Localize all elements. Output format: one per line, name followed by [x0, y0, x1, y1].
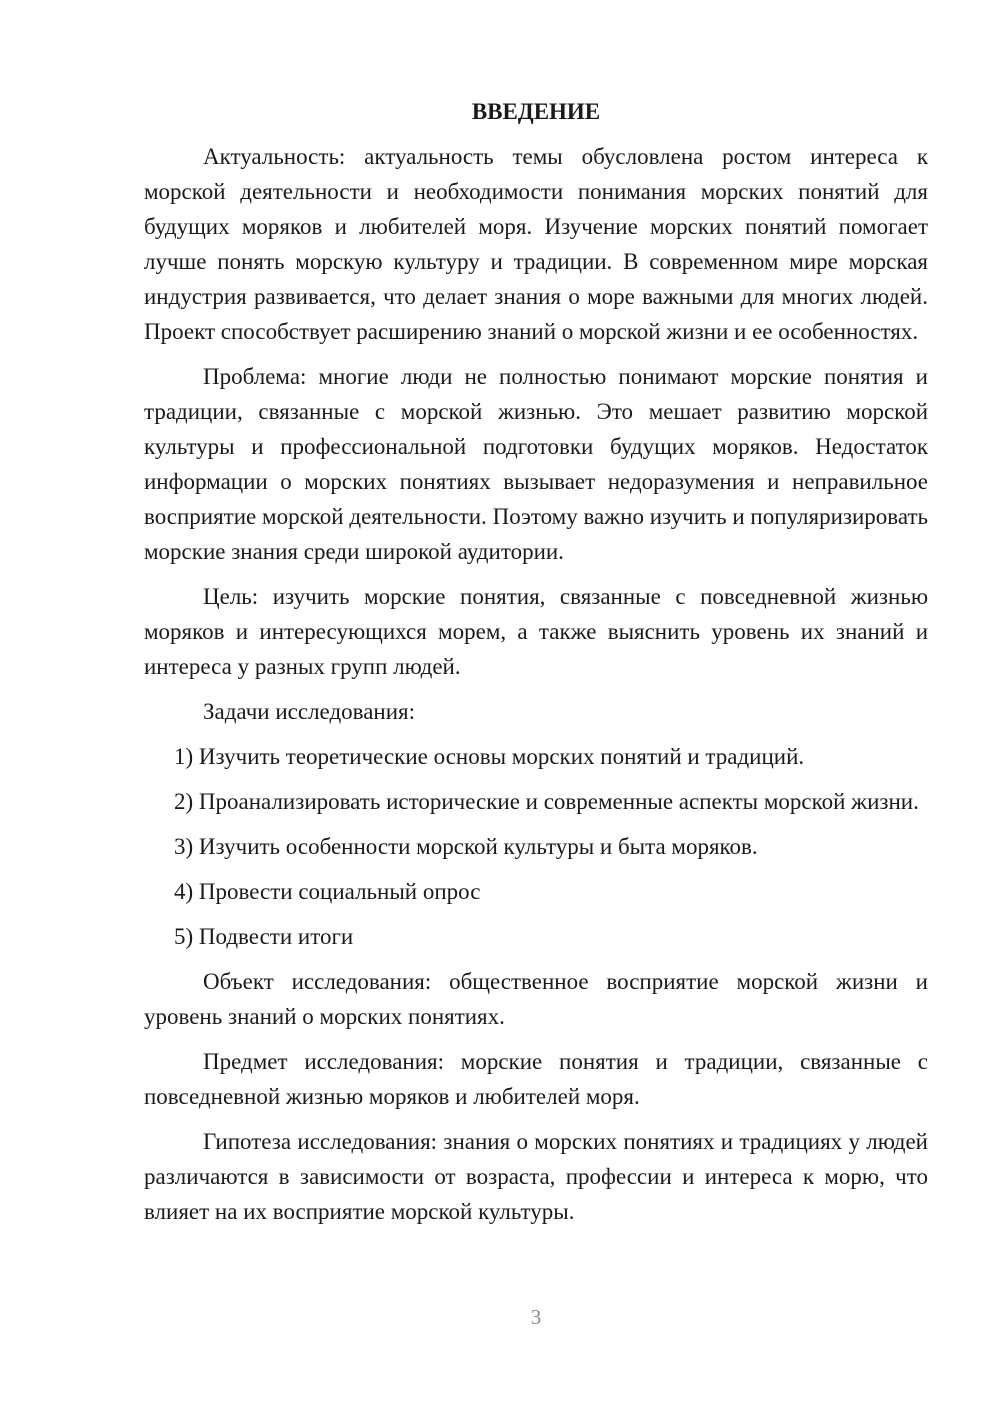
relevance-paragraph: Актуальность: актуальность темы обусловлена ростом интереса к морской деятельности и необходимости понимания морских понятий для будущих моряков и любителей моря. Изучение морских понятий помогает лучше понять морскую культуру и традиции. В современном мире морская индустрия развивается, что делает знания о море важными для многих людей. Проект способствует расширению знаний о морской жизни и ее особенностях. — [144, 144, 928, 344]
page-number: 3 — [530, 1305, 542, 1329]
page-content — [144, 94, 928, 1239]
hypothesis-paragraph: Гипотеза исследования: знания о морских понятиях и традициях у людей различаются в зависимости от возраста, профессии и интереса к морю, что влияет на их восприятие морской культуры. — [144, 1129, 928, 1224]
object-paragraph: Объект исследования: общественное восприятие морской жизни и уровень знаний о морских понятиях. — [144, 969, 928, 1029]
section-heading: ВВЕДЕНИЕ — [471, 99, 601, 124]
problem-paragraph: Проблема: многие люди не полностью понимают морские понятия и традиции, связанные с морской жизнью. Это мешает развитию морской культуры и профессиональной подготовки будущих моряков. Недостаток информации о морских понятиях вызывает недоразумения и неправильное восприятие морской деятельности. Поэтому важно изучить и популяризировать морские знания среди широкой аудитории. — [144, 364, 928, 564]
task-item-4: 4) Провести социальный опрос — [174, 879, 481, 904]
subject-paragraph: Предмет исследования: морские понятия и традиции, связанные с повседневной жизнью моряков и любителей моря. — [144, 1049, 928, 1109]
task-item-3: 3) Изучить особенности морской культуры и быта моряков. — [174, 834, 758, 859]
goal-paragraph: Цель: изучить морские понятия, связанные с повседневной жизнью моряков и интересующихся морем, а также выяснить уровень их знаний и интереса у разных групп людей. — [144, 584, 928, 679]
task-item-2: 2) Проанализировать исторические и современные аспекты морской жизни. — [174, 789, 919, 814]
tasks-title: Задачи исследования: — [203, 699, 416, 724]
task-item-1: 1) Изучить теоретические основы морских понятий и традиций. — [174, 744, 805, 769]
task-item-5: 5) Подвести итоги — [174, 924, 354, 949]
